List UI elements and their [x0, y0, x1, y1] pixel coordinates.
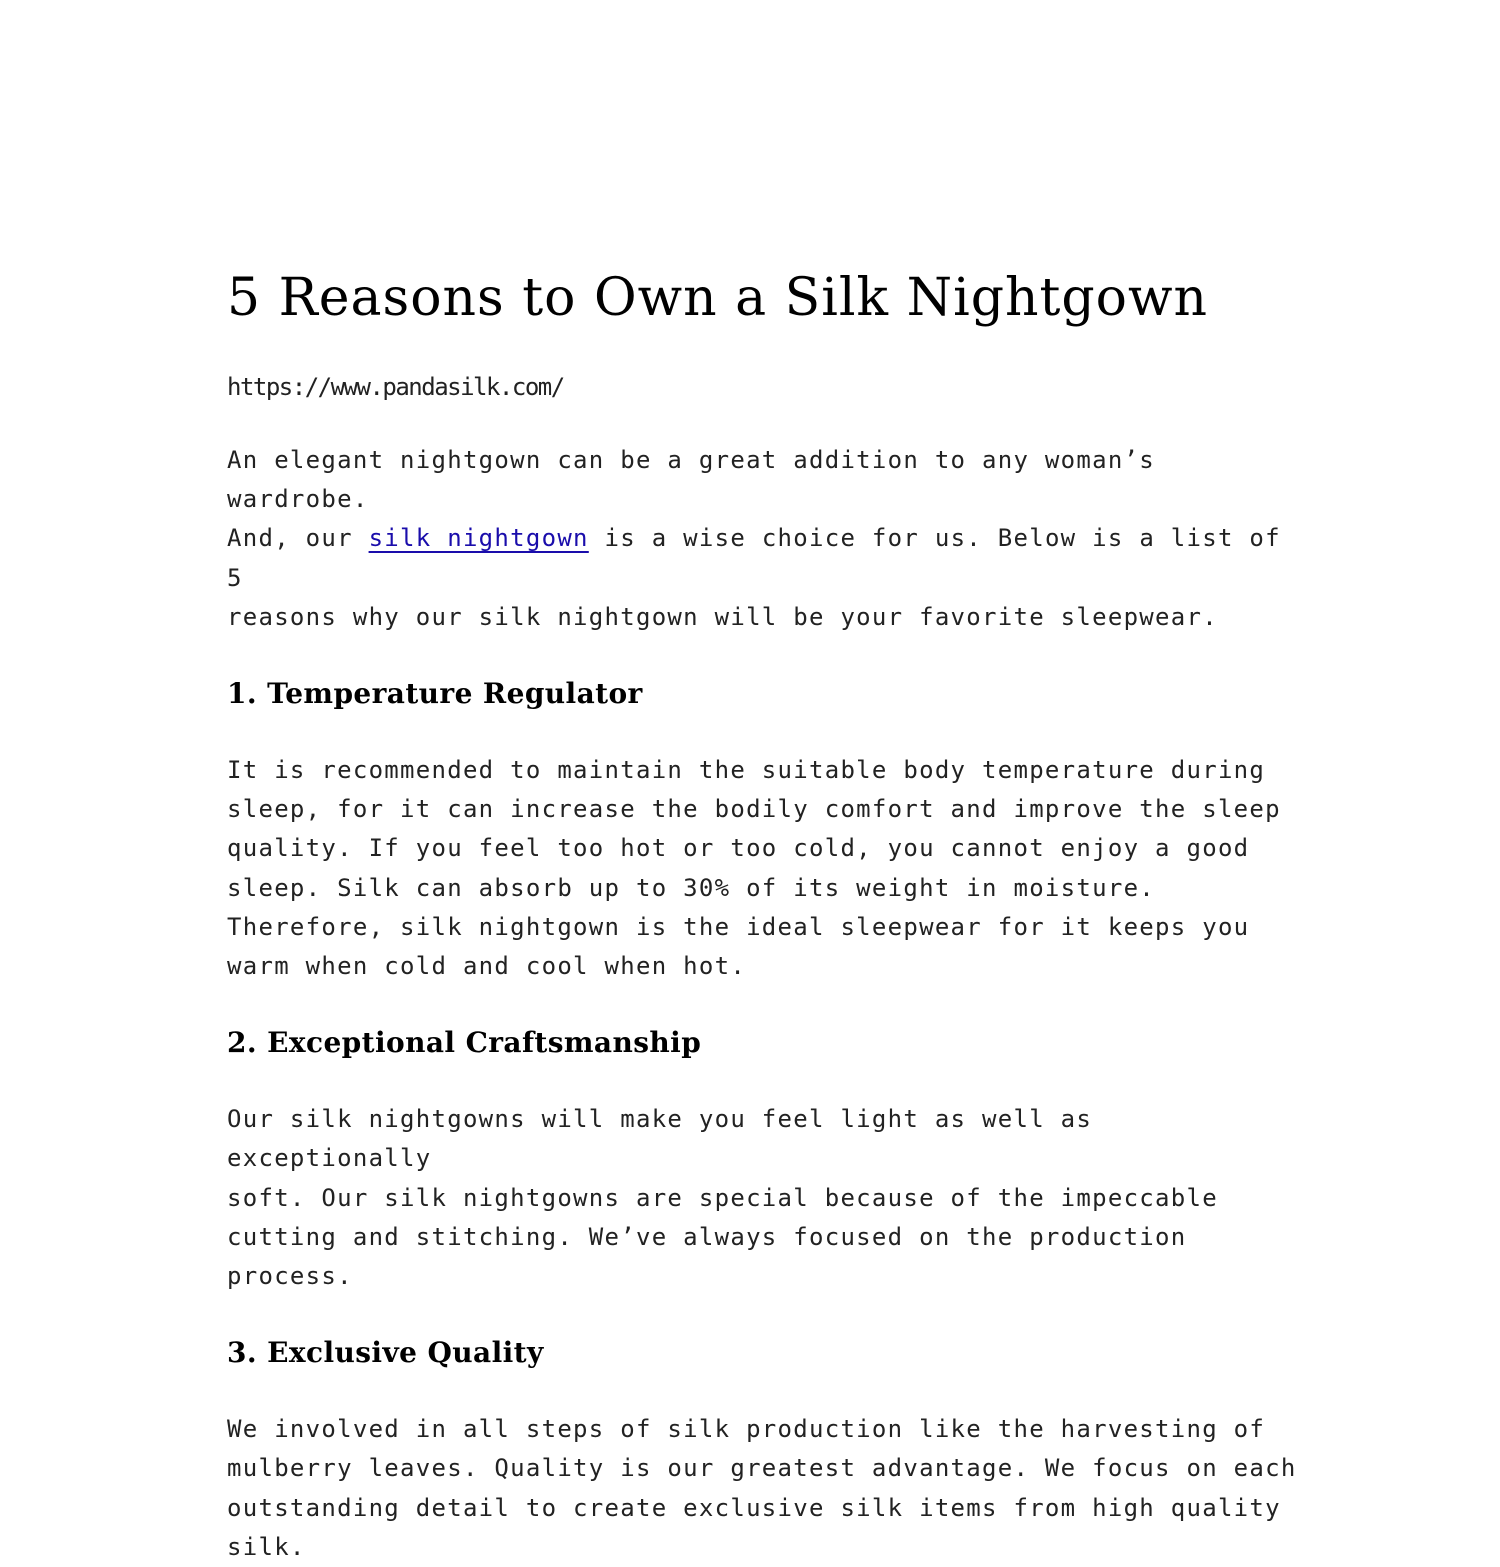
document-page — [227, 262, 1307, 1567]
intro-paragraph — [227, 441, 1307, 637]
intro-text-after-link: is a wise choice for us. Below is a list of 5 reasons why our silk nightgown will be your favorite sleepwear. — [227, 524, 1281, 631]
section-body-exclusive-quality: We involved in all steps of silk production like the harvesting of mulberry leaves. Quality is our greatest advantage. We focus on each outstanding detail to create exclusive silk items from high quality silk. — [227, 1415, 1297, 1561]
intro-text-before-link: An elegant nightgown can be a great addition to any woman’s wardrobe. And, our — [227, 446, 1156, 553]
document-title: 5 Reasons to Own a Silk Nightgown — [227, 268, 1208, 328]
section-heading-temperature-regulator: 1. Temperature Regulator — [227, 677, 643, 711]
silk-nightgown-link[interactable]: silk nightgown — [368, 524, 589, 553]
section-body-exceptional-craftsmanship: Our silk nightgowns will make you feel light as well as exceptionally soft. Our silk nightgowns are special because of the impeccable cutting and stitching. We’ve always focused on the production process. — [227, 1105, 1218, 1291]
section-body-temperature-regulator: It is recommended to maintain the suitable body temperature during sleep, for it can increase the bodily comfort and improve the sleep quality. If you feel too hot or too cold, you cannot enjoy a good sleep. Silk can absorb up to 30% of its weight in moisture. Therefore, silk nightgown is the ideal sleepwear for it keeps you warm when cold and cool when hot. — [227, 756, 1281, 981]
section-heading-exceptional-craftsmanship: 2. Exceptional Craftsmanship — [227, 1026, 702, 1060]
source-url: https://www.pandasilk.com/ — [227, 373, 564, 401]
section-heading-exclusive-quality: 3. Exclusive Quality — [227, 1336, 544, 1370]
